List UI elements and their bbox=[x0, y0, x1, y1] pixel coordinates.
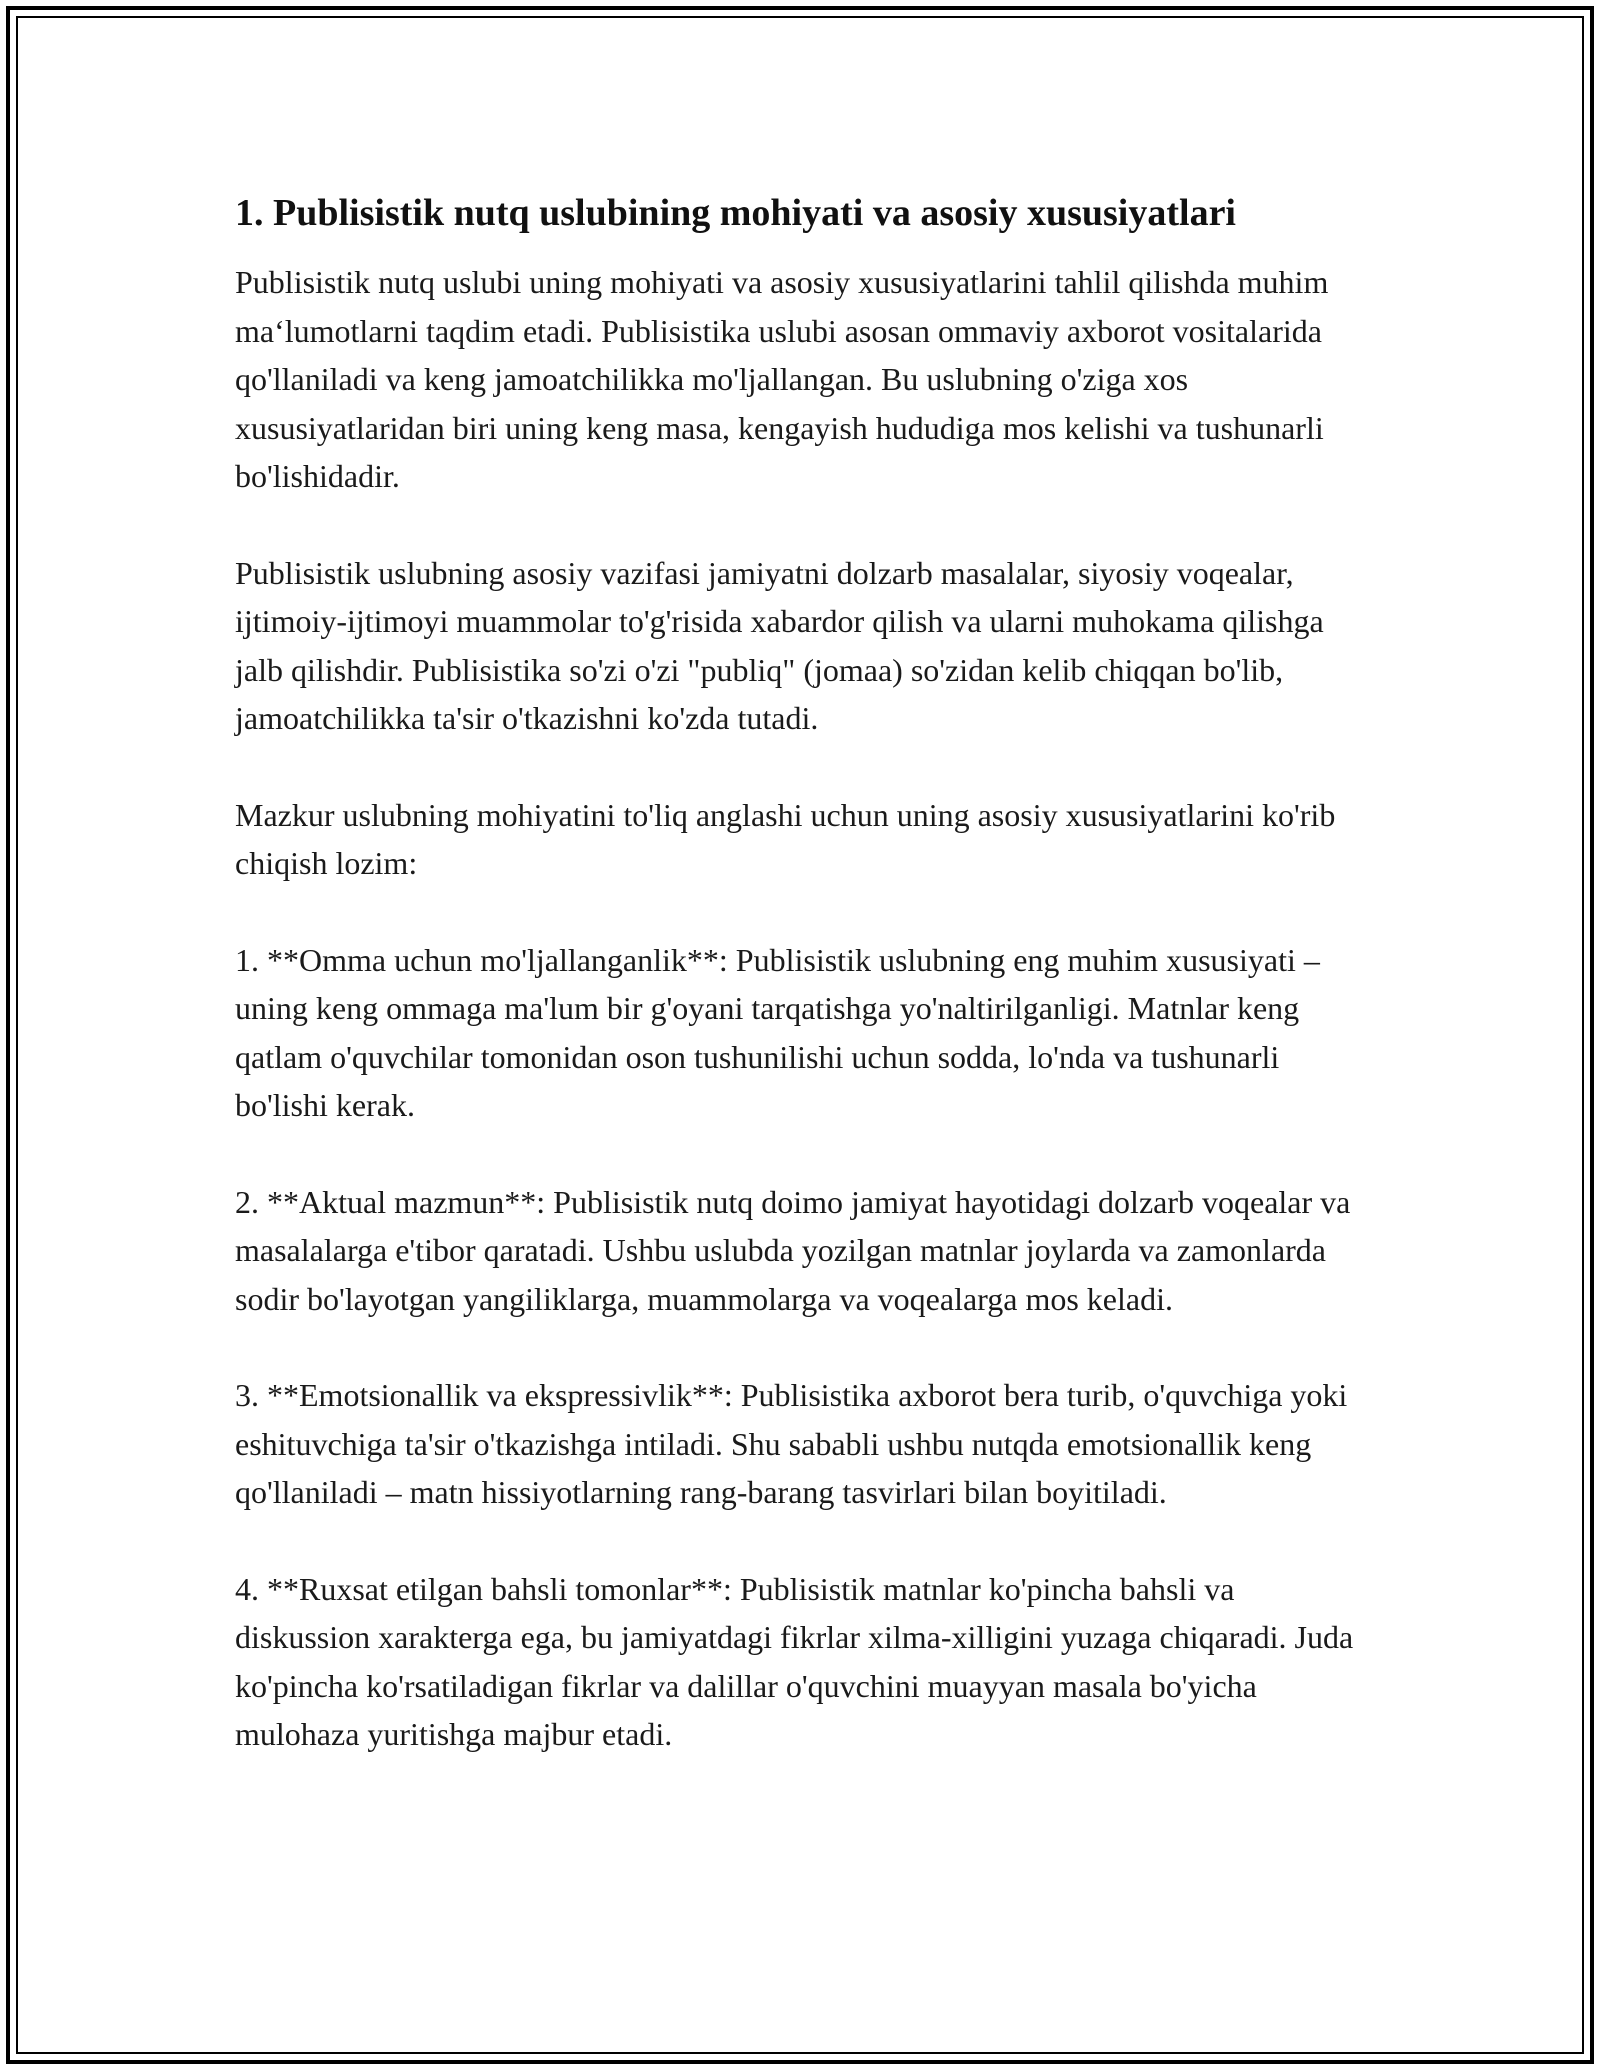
paragraph-features-lead: Mazkur uslubning mohiyatini to'liq anglashi uchun uning asosiy xususiyatlarini ko'rib chiqish lozim: bbox=[235, 796, 1336, 881]
section-heading: 1. Publisistik nutq uslubining mohiyati va asosiy xususiyatlari bbox=[235, 192, 1236, 234]
paragraph-intro: Publisistik nutq uslubi uning mohiyati va asosiy xususiyatlarini tahlil qilishda muhim ma‘lumotlarni taqdim etadi. Publisistika uslubi asosan ommaviy axborot vositalarida qo'llaniladi va keng jamoatchilikka mo'ljallangan. Bu uslubning o'ziga xos xususiyatlaridan biri uning keng masa, kengayish hududiga mos kelishi va tushunarli bo'lishidadir. bbox=[235, 264, 1329, 494]
list-item-feature-1: 1. **Omma uchun mo'ljallanganlik**: Publisistik uslubning eng muhim xususiyati – uning keng ommaga ma'lum bir g'oyani tarqatishga yo'naltirilganligi. Matnlar keng qatlam o'quvchilar tomonidan oson tushunilishi uchun sodda, lo'nda va tushunarli bo'lishi kerak. bbox=[235, 941, 1320, 1123]
document-body bbox=[235, 188, 1370, 1807]
list-item-feature-4: 4. **Ruxsat etilgan bahsli tomonlar**: Publisistik matnlar ko'pincha bahsli va diskussion xarakterga ega, bu jamiyatdagi fikrlar xilma-xilligini yuzaga chiqaradi. Juda ko'pincha ko'rsatiladigan fikrlar va dalillar o'quvchini muayyan masala bo'yicha mulohaza yuritishga majbur etadi. bbox=[235, 1570, 1354, 1752]
list-item-feature-3: 3. **Emotsionallik va ekspressivlik**: Publisistika axborot bera turib, o'quvchiga yoki eshituvchiga ta'sir o'tkazishga intiladi. Shu sababli ushbu nutqda emotsionallik keng qo'llaniladi – matn hissiyotlarning rang-barang tasvirlari bilan boyitiladi. bbox=[235, 1377, 1348, 1510]
paragraph-main-purpose: Publisistik uslubning asosiy vazifasi jamiyatni dolzarb masalalar, siyosiy voqealar, ijtimoiy-ijtimoyi muammolar to'g'risida xabardor qilish va ularni muhokama qilishga jalb qilishdir. Publisistika so'zi o'zi "publiq" (jomaa) so'zidan kelib chiqqan bo'lib, jamoatchilikka ta'sir o'tkazishni ko'zda tutadi. bbox=[235, 554, 1324, 736]
list-item-feature-2: 2. **Aktual mazmun**: Publisistik nutq doimo jamiyat hayotidagi dolzarb voqealar va masalalarga e'tibor qaratadi. Ushbu uslubda yozilgan matnlar joylarda va zamonlarda sodir bo'layotgan yangiliklarga, muammolarga va voqealarga mos keladi. bbox=[235, 1183, 1351, 1317]
